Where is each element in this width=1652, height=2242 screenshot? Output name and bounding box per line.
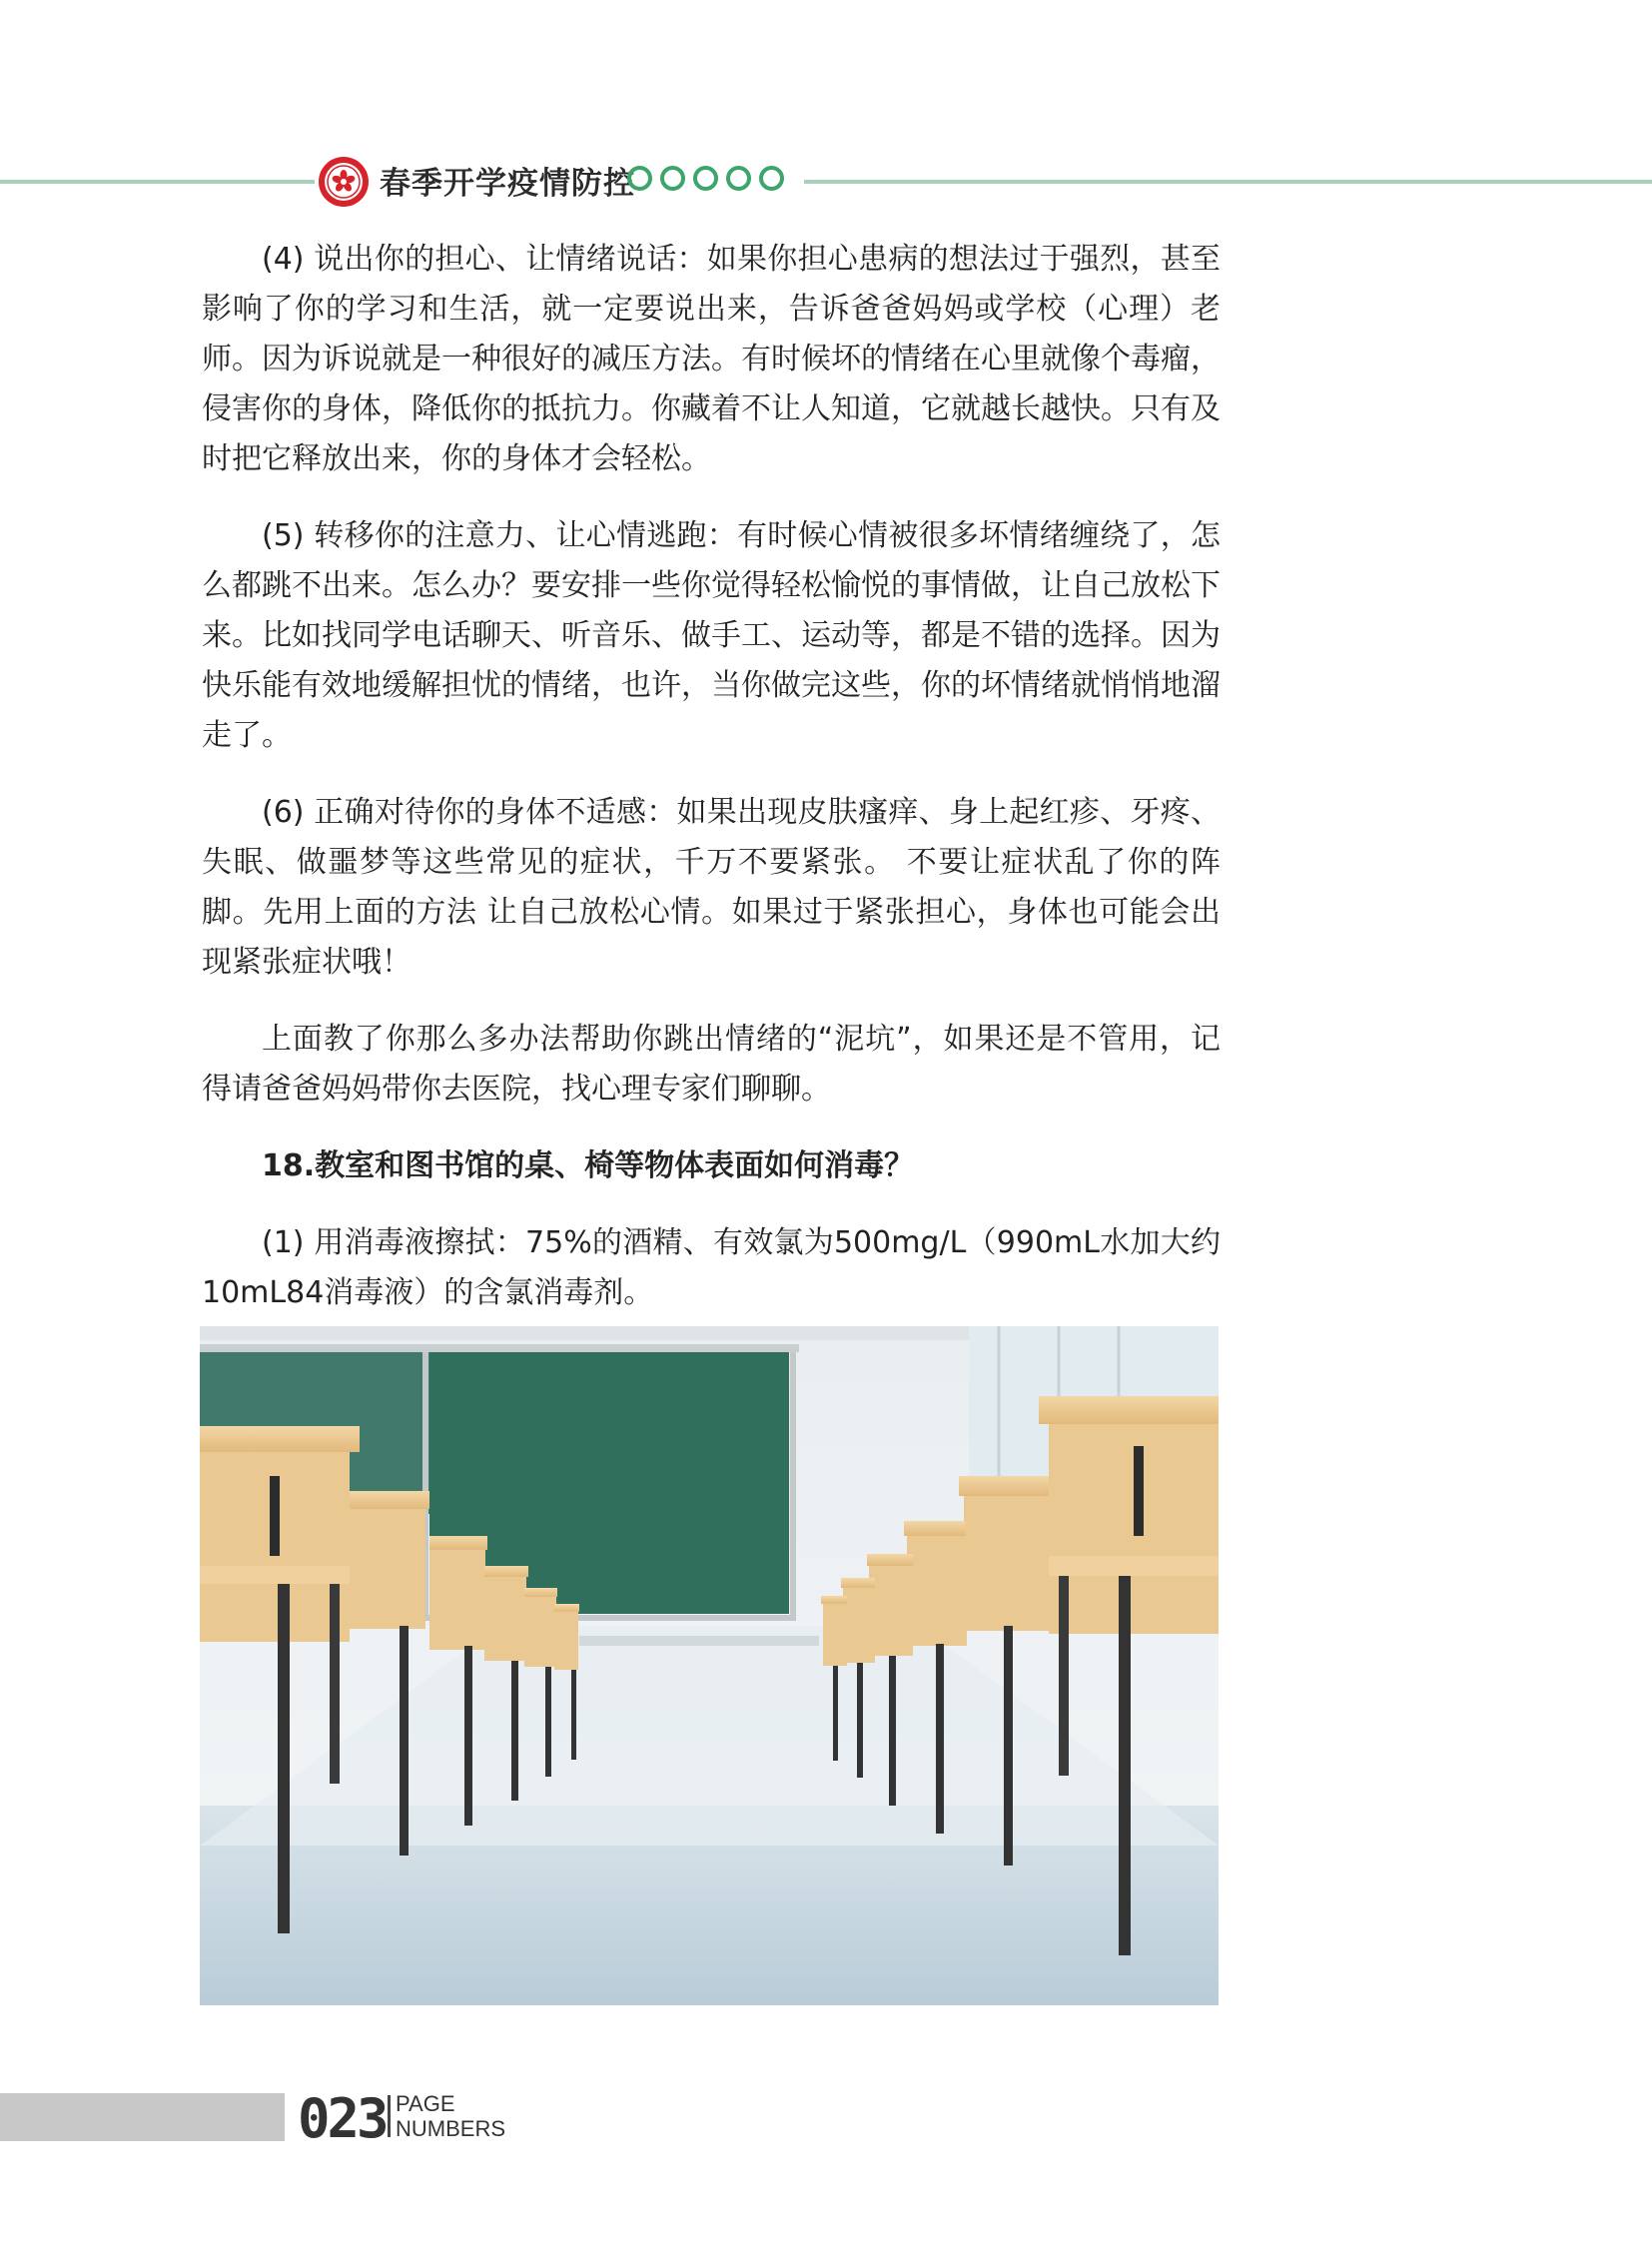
paragraph: 上面教了你那么多办法帮助你跳出情绪的“泥坑”，如果还是不管用，记得请爸爸妈妈带你去医院，找心理专家们聊聊。 [202,1022,1221,1107]
circle-icon [660,166,685,191]
circle-icon [693,166,718,191]
body-text [202,235,1221,1422]
paragraph: (6) 正确对待你的身体不适感：如果出现皮肤瘙痒、身上起红疹、牙疼、失眠、做噩梦等这些常见的症状，千万不要紧张。 不要让症状乱了你的阵脚。先用上面的方法 让自己放松心情。如果过于紧张担心，身体也可能会出现紧张症状哦！ [202,795,1221,980]
paragraph: (4) 说出你的担心、让情绪说话：如果你担心患病的想法过于强烈，甚至影响了你的学习和生活，就一定要说出来，告诉爸爸妈妈或学校（心理）老师。因为诉说就是一种很好的减压方法。有时候坏的情绪在心里就像个毒瘤，侵害你的身体，降低你的抵抗力。你藏着不让人知道，它就越长越快。只有及时把它释放出来，你的身体才会轻松。 [202,242,1221,476]
page-number: 023 [298,2087,387,2150]
section-heading: 18.教室和图书馆的桌、椅等物体表面如何消毒？ [262,1148,915,1183]
header-rule-right [804,180,1652,184]
footer-bar [0,2093,285,2141]
header-rule-left [0,180,315,184]
page-header [0,150,1652,216]
circle-icon [726,166,751,191]
header-decoration [627,166,784,191]
paragraph: (5) 转移你的注意力、让心情逃跑：有时候心情被很多坏情绪缠绕了，怎么都跳不出来。怎么办？要安排一些你觉得轻松愉悦的事情做，让自己放松下来。比如找同学电话聊天、听音乐、做手工、运动等，都是不错的选择。因为快乐能有效地缓解担忧的情绪，也许，当你做完这些，你的坏情绪就悄悄地溜走了。 [202,518,1221,753]
page-numbers-label [396,2091,505,2141]
footer-divider [388,2095,391,2137]
page-label-line1: PAGE [396,2091,455,2116]
school-seal-icon [318,156,370,208]
page-label-line2: NUMBERS [396,2116,506,2141]
circle-icon [759,166,784,191]
circle-icon [627,166,652,191]
paragraph: (1) 用消毒液擦拭：75%的酒精、有效氯为500mg/L（990mL水加大约10mL84消毒液）的含氯消毒剂。 [202,1225,1221,1310]
header-title: 春季开学疫情防控 [380,166,635,202]
classroom-photo [200,1326,1219,2005]
